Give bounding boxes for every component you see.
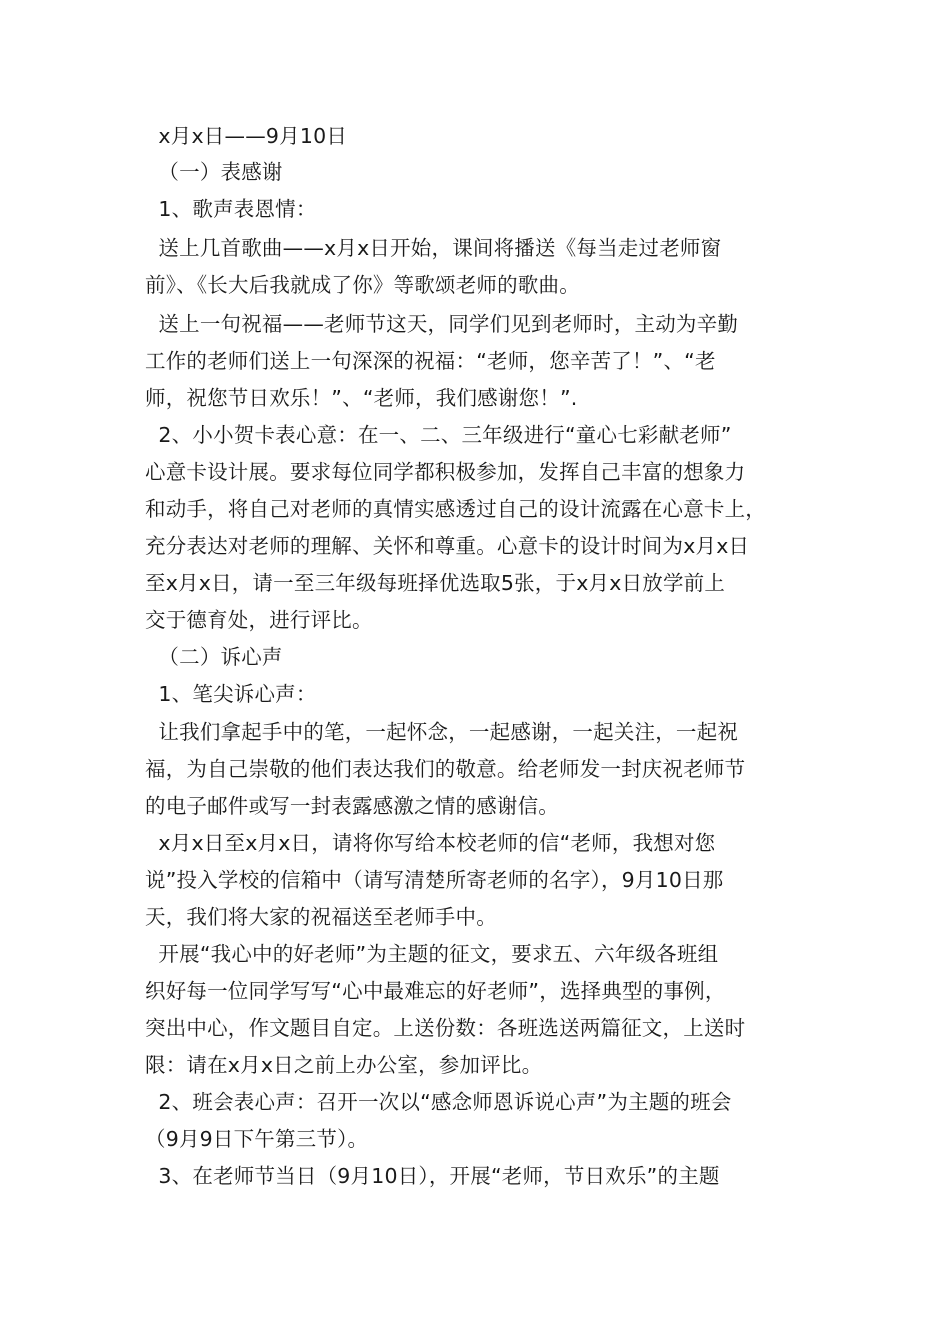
text-line: 3、在老师节当日（9月10日），开展“老师，节日欢乐”的主题: [145, 1164, 720, 1188]
text-line: 心意卡设计展。要求每位同学都积极参加，发挥自己丰富的想象力: [145, 460, 746, 484]
text-line: 送上几首歌曲——x月x日开始，课间将播送《每当走过老师窗: [145, 236, 722, 260]
text-line: 限：请在x月x日之前上办公室，参加评比。: [145, 1053, 543, 1077]
text-line: 前》、《长大后我就成了你》等歌颂老师的歌曲。: [145, 273, 580, 297]
text-line: 送上一句祝福——老师节这天，同学们见到老师时，主动为辛勤: [145, 312, 739, 336]
text-line: 和动手，将自己对老师的真情实感透过自己的设计流露在心意卡上，: [145, 497, 766, 521]
text-line: 开展“我心中的好老师”为主题的征文，要求五、六年级各班组: [145, 942, 719, 966]
text-line: 2、班会表心声：召开一次以“感念师恩诉说心声”为主题的班会: [145, 1090, 732, 1114]
text-line: 织好每一位同学写写“心中最难忘的好老师”，选择典型的事例，: [145, 979, 726, 1003]
section-heading: （二）诉心声: [145, 645, 283, 669]
section-heading: （一）表感谢: [145, 160, 283, 184]
text-line: 交于德育处，进行评比。: [145, 608, 373, 632]
text-line: 的电子邮件或写一封表露感激之情的感谢信。: [145, 794, 559, 818]
text-line: 师，祝您节日欢乐！”、“老师，我们感谢您！”.: [145, 386, 578, 410]
text-line: 突出中心，作文题目自定。上送份数：各班选送两篇征文，上送时: [145, 1016, 746, 1040]
text-line: 工作的老师们送上一句深深的祝福：“老师，您辛苦了！”、“老: [145, 349, 716, 373]
text-line: x月x日至x月x日，请将你写给本校老师的信“老师，我想对您: [145, 831, 716, 855]
text-line: （9月9日下午第三节）。: [145, 1127, 369, 1151]
text-line: 让我们拿起手中的笔，一起怀念，一起感谢，一起关注，一起祝: [145, 720, 739, 744]
text-line: x月x日——9月10日: [145, 124, 348, 148]
subsection-heading: 1、笔尖诉心声：: [145, 682, 317, 706]
text-line: 2、小小贺卡表心意：在一、二、三年级进行“童心七彩献老师”: [145, 423, 732, 447]
text-line: 说”投入学校的信箱中（请写清楚所寄老师的名字），9月10日那: [145, 868, 724, 892]
subsection-heading: 1、歌声表恩情：: [145, 197, 317, 221]
text-line: 天，我们将大家的祝福送至老师手中。: [145, 905, 497, 929]
text-line: 至x月x日，请一至三年级每班择优选取5张，于x月x日放学前上: [145, 571, 726, 595]
text-line: 福，为自己崇敬的他们表达我们的敬意。给老师发一封庆祝老师节: [145, 757, 746, 781]
text-line: 充分表达对老师的理解、关怀和尊重。心意卡的设计时间为x月x日: [145, 534, 750, 558]
